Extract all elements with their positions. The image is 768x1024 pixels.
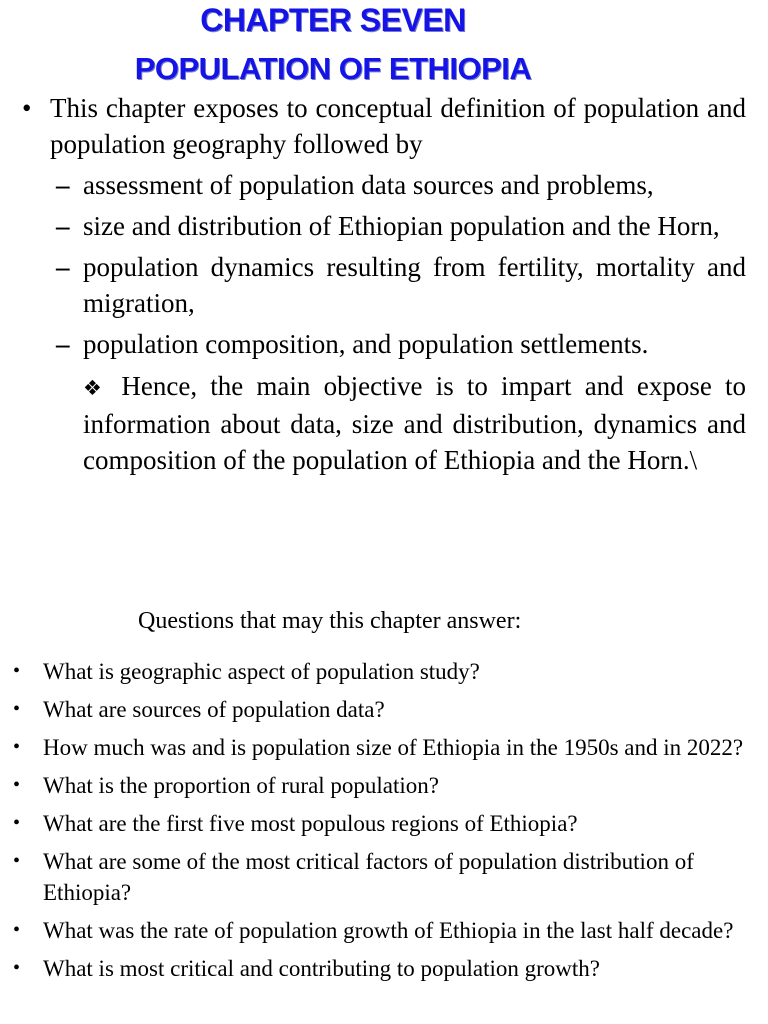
objective-text: Hence, the main objective is to impart and expose to information about data, size and distribution, dynamics and composition of the population of Ethiopia and the Horn.\ <box>83 371 746 475</box>
question-item <box>0 656 768 687</box>
sub-item <box>22 326 746 362</box>
bullet-icon: • <box>13 774 21 796</box>
bullet-icon: • <box>13 698 21 720</box>
sub-item-text: size and distribution of Ethiopian population and the Horn, <box>83 211 720 241</box>
question-item <box>0 770 768 801</box>
question-text: What is most critical and contributing to population growth? <box>43 956 600 981</box>
sub-item-text: population dynamics resulting from fertility, mortality and migration, <box>83 252 746 318</box>
chapter-number: CHAPTER SEVEN <box>200 2 466 38</box>
objective-note <box>22 368 746 478</box>
question-item <box>0 915 768 946</box>
question-item <box>0 846 768 908</box>
dash-icon: – <box>56 211 70 241</box>
sub-item <box>22 208 746 244</box>
sub-item <box>22 249 746 321</box>
question-item <box>0 953 768 984</box>
sub-item-text: assessment of population data sources and problems, <box>83 170 654 200</box>
bullet-icon: • <box>13 919 21 941</box>
bullet-icon: • <box>13 812 21 834</box>
question-item <box>0 732 768 763</box>
diamond-ornament-icon: ❖ <box>83 376 109 400</box>
dash-icon: – <box>56 252 70 282</box>
question-text: What are sources of population data? <box>43 697 385 722</box>
question-text: What is the proportion of rural population? <box>43 773 440 798</box>
intro-section <box>22 90 746 478</box>
sub-item <box>22 167 746 203</box>
question-text: What are the first five most populous regions of Ethiopia? <box>43 811 578 836</box>
dash-icon: – <box>56 170 70 200</box>
question-text: What is geographic aspect of population study? <box>43 659 480 684</box>
bullet-icon: • <box>22 93 32 123</box>
question-text: How much was and is population size of Ethiopia in the 1950s and in 2022? <box>43 735 744 760</box>
question-text: What are some of the most critical factors of population distribution of Ethiopia? <box>43 849 694 905</box>
question-item <box>0 694 768 725</box>
bullet-icon: • <box>13 850 21 872</box>
intro-text: This chapter exposes to conceptual definition of population and population geography followed by <box>50 93 746 159</box>
chapter-title: POPULATION OF ETHIOPIA <box>134 51 532 86</box>
question-item <box>0 808 768 839</box>
intro-bullet <box>22 90 746 162</box>
bullet-icon: • <box>13 736 21 758</box>
questions-list <box>0 656 768 991</box>
question-text: What was the rate of population growth of Ethiopia in the last half decade? <box>43 918 734 943</box>
sub-item-text: population composition, and population settlements. <box>83 329 649 359</box>
dash-icon: – <box>56 329 70 359</box>
questions-heading: Questions that may this chapter answer: <box>138 608 522 634</box>
bullet-icon: • <box>13 660 21 682</box>
bullet-icon: • <box>13 957 21 979</box>
